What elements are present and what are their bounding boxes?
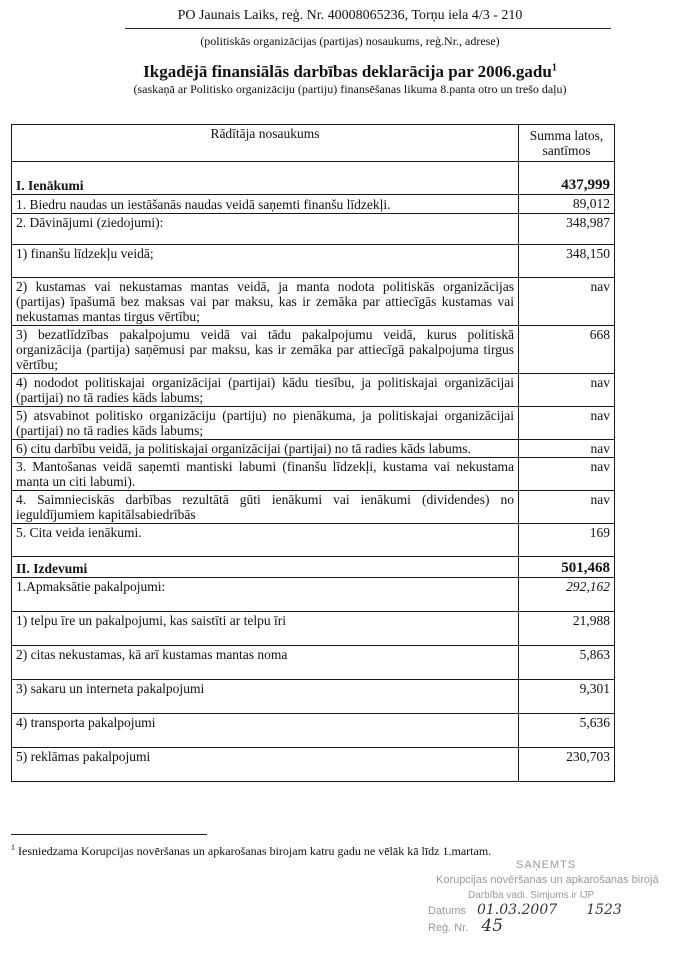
header-divider (125, 28, 611, 29)
stamp-date-value: 01.03.2007 (476, 902, 558, 918)
section-label-income: I. Ienākumi (12, 162, 519, 195)
row-label: 3. Mantošanas veidā saņemti mantiski labumi (finanšu līdzekļi, kustama vai nekustama manta un citi labumi). (12, 458, 519, 491)
footnote-text: Iesniedzama Korupcijas novēršanas un apkarošanas birojam katru gadu ne vēlāk kā līdz 1.martam. (18, 844, 492, 858)
row-label: 5. Cita veida ienākumi. (12, 524, 519, 557)
table-row (12, 214, 615, 245)
row-label: 2) kustamas vai nekustamas mantas veidā, ja manta nodota politiskās organizācijas (partijas) īpašumā bez maksas vai par maksu, kas ir zemāka par attiecīgās kustamas vai nekustamas mantas tirgus vērtību; (12, 278, 519, 326)
section-value-expenses: 501,468 (519, 557, 615, 578)
table-row (12, 162, 615, 195)
row-value: 348,150 (519, 245, 615, 278)
row-value: 5,863 (519, 646, 615, 680)
organization-line: PO Jaunais Laiks, reģ. Nr. 40008065236, Torņu iela 4/3 - 210 (177, 8, 523, 23)
row-label: 2. Dāvinājumi (ziedojumi): (12, 214, 519, 245)
table-row (12, 326, 615, 374)
column-header-name: Rādītāja nosaukums (12, 125, 519, 162)
table-row (12, 440, 615, 458)
table-row (12, 557, 615, 578)
table-row (12, 491, 615, 524)
stamp-reg-value: 45 (481, 916, 504, 936)
row-label: 3) bezatlīdzības pakalpojumu veidā vai tādu pakalpojumu veidā, kurus politiskā organizācija (partija) saņēmusi par maksu, kas ir zemāka par attiecīgā pakalpojuma tirgus vērtību; (12, 326, 519, 374)
row-value: 230,703 (519, 748, 615, 782)
table-row (12, 714, 615, 748)
row-value: nav (519, 407, 615, 440)
row-label: 2) citas nekustamas, kā arī kustamas mantas noma (12, 646, 519, 680)
row-label: 4) nododot politiskajai organizācijai (partijai) kādu tiesību, ja politiskajai organizācijai (partijai) no tā radies kāds labums; (12, 374, 519, 407)
document-title (0, 62, 700, 82)
table-row (12, 748, 615, 782)
table-row (12, 578, 615, 612)
row-label: 4. Saimnieciskās darbības rezultātā gūti ienākumi vai ienākumi (dividendes) no ieguldījumiem kapitālsabiedrībās (12, 491, 519, 524)
row-value: 348,987 (519, 214, 615, 245)
received-stamp (398, 858, 700, 960)
row-label: 1.Apmaksātie pakalpojumi: (12, 578, 519, 612)
row-value: nav (519, 491, 615, 524)
table-row (12, 278, 615, 326)
table-row (12, 524, 615, 557)
stamp-line-bureau: Korupcijas novēršanas un apkarošanas birojā (436, 874, 659, 886)
footnote (11, 843, 491, 859)
row-label: 5) atsvabinot politisko organizāciju (partiju) no pienākuma, ja politiskajai organizācijai (partijai) no tā radies kāds labums; (12, 407, 519, 440)
footnote-divider (11, 834, 207, 835)
table-row (12, 458, 615, 491)
row-label: 3) sakaru un interneta pakalpojumi (12, 680, 519, 714)
row-value: 668 (519, 326, 615, 374)
row-value: 5,636 (519, 714, 615, 748)
declaration-table (11, 124, 615, 782)
row-label: 6) citu darbību veidā, ja politiskajai organizācijai (partijai) no tā radies kāds labums. (12, 440, 519, 458)
stamp-date-label: Datums (428, 905, 466, 917)
row-label: 5) reklāmas pakalpojumi (12, 748, 519, 782)
row-value: 21,988 (519, 612, 615, 646)
stamp-reg-label: Reģ. Nr. (428, 922, 469, 934)
row-value: 169 (519, 524, 615, 557)
row-label: 1. Biedru naudas un iestāšanās naudas veidā saņemti finanšu līdzekļi. (12, 195, 519, 214)
row-value: nav (519, 458, 615, 491)
row-value: 292,162 (519, 578, 615, 612)
row-value: nav (519, 440, 615, 458)
table-row (12, 374, 615, 407)
stamp-line-received: SAŅEMTS (516, 859, 577, 871)
table-row (12, 245, 615, 278)
title-footnote-mark: 1 (551, 62, 557, 74)
section-value-income: 437,999 (519, 162, 615, 195)
table-row (12, 612, 615, 646)
stamp-ref-value: 1523 (586, 902, 622, 918)
table-header-row (12, 125, 615, 162)
row-label: 1) telpu īre un pakalpojumi, kas saistīti ar telpu īri (12, 612, 519, 646)
table-row (12, 407, 615, 440)
table-row (12, 680, 615, 714)
document-subtitle: (saskaņā ar Politisko organizāciju (partiju) finansēšanas likuma 8.panta otro un trešo daļu) (133, 82, 567, 96)
row-value: nav (519, 278, 615, 326)
stamp-date-row (428, 903, 700, 919)
stamp-reg-row (428, 916, 700, 936)
organization-caption: (politiskās organizācijas (partijas) nosaukums, reģ.Nr., adrese) (200, 34, 500, 48)
table-row (12, 195, 615, 214)
row-value: nav (519, 374, 615, 407)
row-value: 89,012 (519, 195, 615, 214)
table-row (12, 646, 615, 680)
document-title-text: Ikgadējā finansiālās darbības deklarācija par 2006.gadu (143, 62, 552, 81)
column-header-sum: Summa latos, santīmos (519, 125, 615, 162)
section-label-expenses: II. Izdevumi (12, 557, 519, 578)
stamp-line-unit: Darbība vadi. Simjums ir IJP (468, 890, 595, 901)
footnote-mark: 1 (11, 843, 15, 852)
row-label: 4) transporta pakalpojumi (12, 714, 519, 748)
row-label: 1) finanšu līdzekļu veidā; (12, 245, 519, 278)
row-value: 9,301 (519, 680, 615, 714)
